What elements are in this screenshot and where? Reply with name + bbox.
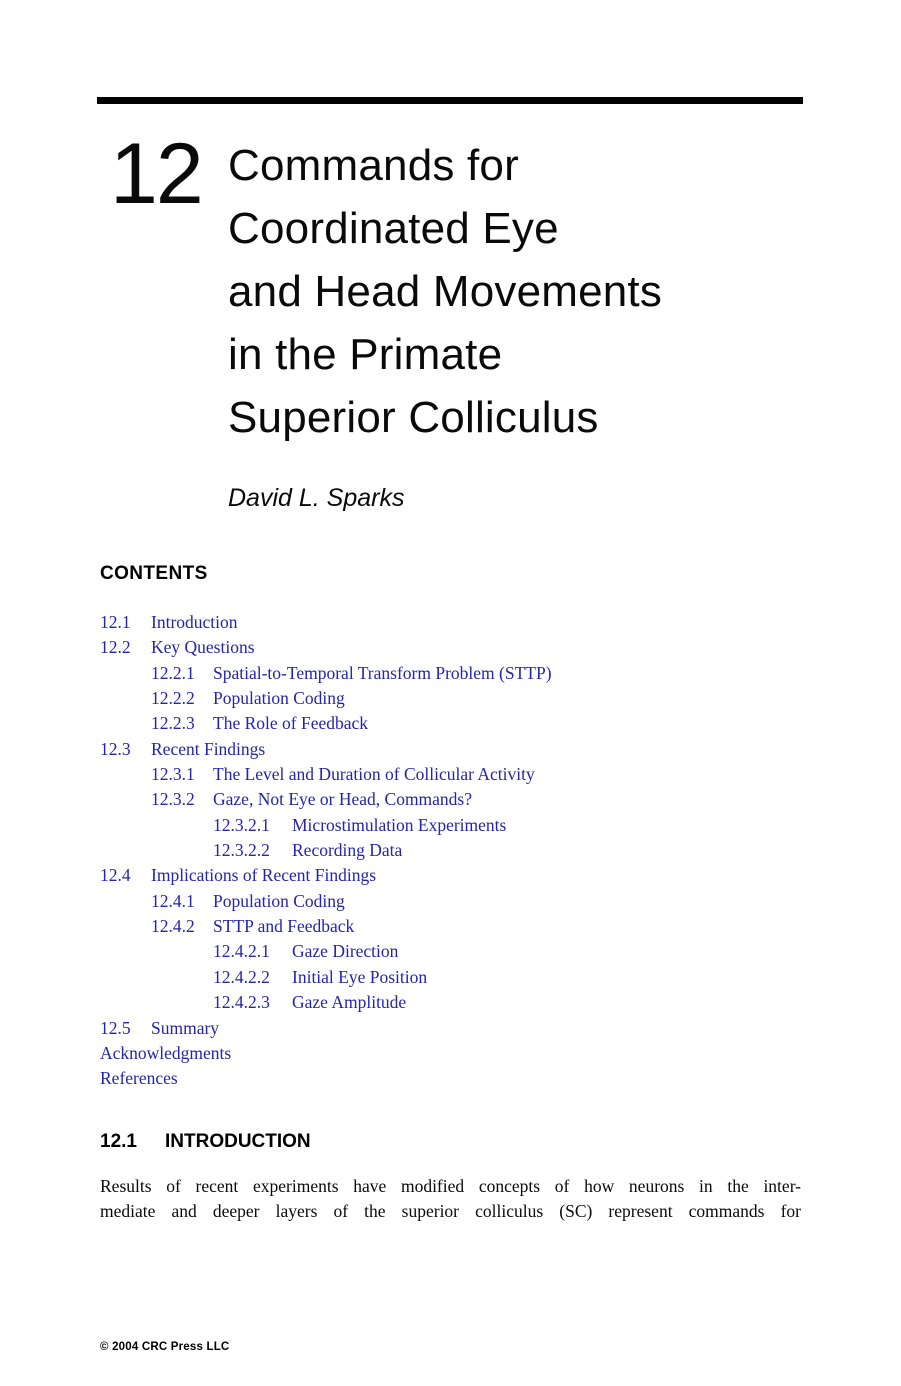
chapter-number: 12	[110, 126, 202, 222]
toc-item-number: 12.4	[100, 865, 131, 886]
toc-item-number: 12.1	[100, 612, 131, 632]
toc-item-label[interactable]: Population Coding	[213, 890, 345, 911]
toc-item[interactable]	[100, 914, 820, 939]
toc-item[interactable]	[100, 1066, 820, 1091]
toc-item-label[interactable]: Acknowledgments	[100, 1042, 232, 1063]
toc-item-number: 12.3	[100, 738, 131, 759]
toc-item-number: 12.2.1	[151, 662, 195, 683]
toc-item-label[interactable]: Summary	[151, 1017, 220, 1038]
title-line: and Head Movements	[228, 267, 663, 316]
chapter-divider-rule	[97, 97, 803, 104]
toc-item-number: 12.2.3	[151, 713, 195, 734]
title-line: in the Primate	[228, 330, 503, 379]
title-line: Coordinated Eye	[228, 204, 559, 253]
chapter-title	[228, 134, 828, 449]
toc-item-number: 12.3.2	[151, 789, 195, 810]
toc-item[interactable]	[100, 635, 820, 660]
toc-item[interactable]	[100, 939, 820, 964]
toc-item-label[interactable]: Introduction	[151, 612, 238, 632]
toc-item[interactable]	[100, 610, 820, 635]
toc-item-label[interactable]: The Level and Duration of Collicular Activity	[213, 764, 535, 785]
toc-item-number: 12.3.1	[151, 764, 195, 785]
title-line: Commands for	[228, 141, 519, 190]
toc-item[interactable]	[100, 762, 820, 787]
toc-item[interactable]	[100, 813, 820, 838]
table-of-contents	[100, 610, 820, 1092]
toc-item-label[interactable]: Gaze Amplitude	[292, 992, 407, 1013]
toc-item-number: 12.3.2.1	[213, 814, 270, 835]
toc-item[interactable]	[100, 838, 820, 863]
toc-item-label[interactable]: References	[100, 1068, 178, 1089]
toc-item[interactable]	[100, 711, 820, 736]
toc-item[interactable]	[100, 1041, 820, 1066]
toc-item-label[interactable]: Population Coding	[213, 688, 345, 709]
toc-item-label[interactable]: Key Questions	[151, 637, 255, 658]
toc-item[interactable]	[100, 661, 820, 686]
toc-item[interactable]	[100, 686, 820, 711]
toc-item-number: 12.3.2.2	[213, 840, 270, 861]
toc-item-number: 12.4.2	[151, 916, 195, 937]
footer-copyright: © 2004 CRC Press LLC	[100, 1341, 230, 1353]
toc-item-number: 12.5	[100, 1017, 131, 1038]
toc-item-label[interactable]: Gaze Direction	[292, 941, 399, 962]
title-line: Superior Colliculus	[228, 393, 599, 442]
toc-item-number: 12.4.2.1	[213, 941, 270, 962]
toc-item-number: 12.2	[100, 637, 131, 658]
toc-item[interactable]	[100, 889, 820, 914]
author-name: David L. Sparks	[228, 484, 405, 512]
intro-paragraph	[100, 1174, 801, 1223]
contents-heading: CONTENTS	[100, 563, 208, 584]
toc-item-label[interactable]: Gaze, Not Eye or Head, Commands?	[213, 789, 473, 810]
toc-item-label[interactable]: STTP and Feedback	[213, 916, 355, 937]
toc-item-label[interactable]: Recording Data	[292, 840, 403, 861]
section-heading	[100, 1131, 311, 1153]
toc-item-label[interactable]: Spatial-to-Temporal Transform Problem (STTP)	[213, 662, 552, 683]
toc-item-label[interactable]: Initial Eye Position	[292, 966, 428, 987]
toc-item-number: 12.2.2	[151, 688, 195, 709]
toc-item[interactable]	[100, 1016, 820, 1041]
toc-item-number: 12.4.2.3	[213, 992, 270, 1013]
toc-item[interactable]	[100, 863, 820, 888]
toc-item[interactable]	[100, 787, 820, 812]
paragraph-line: mediate and deeper layers of the superior colliculus (SC) represent commands for	[100, 1200, 801, 1221]
paragraph-line: Results of recent experiments have modified concepts of how neurons in the inter-	[100, 1176, 801, 1196]
toc-item-label[interactable]: Implications of Recent Findings	[151, 865, 377, 886]
toc-item[interactable]	[100, 990, 820, 1015]
toc-item[interactable]	[100, 737, 820, 762]
toc-item-number: 12.4.2.2	[213, 966, 270, 987]
section-title: INTRODUCTION	[165, 1131, 311, 1152]
section-number: 12.1	[100, 1131, 137, 1152]
toc-item-label[interactable]: The Role of Feedback	[213, 713, 369, 734]
toc-item[interactable]	[100, 965, 820, 990]
toc-item-label[interactable]: Microstimulation Experiments	[292, 814, 507, 835]
toc-item-number: 12.4.1	[151, 890, 195, 911]
toc-item-label[interactable]: Recent Findings	[151, 738, 266, 759]
